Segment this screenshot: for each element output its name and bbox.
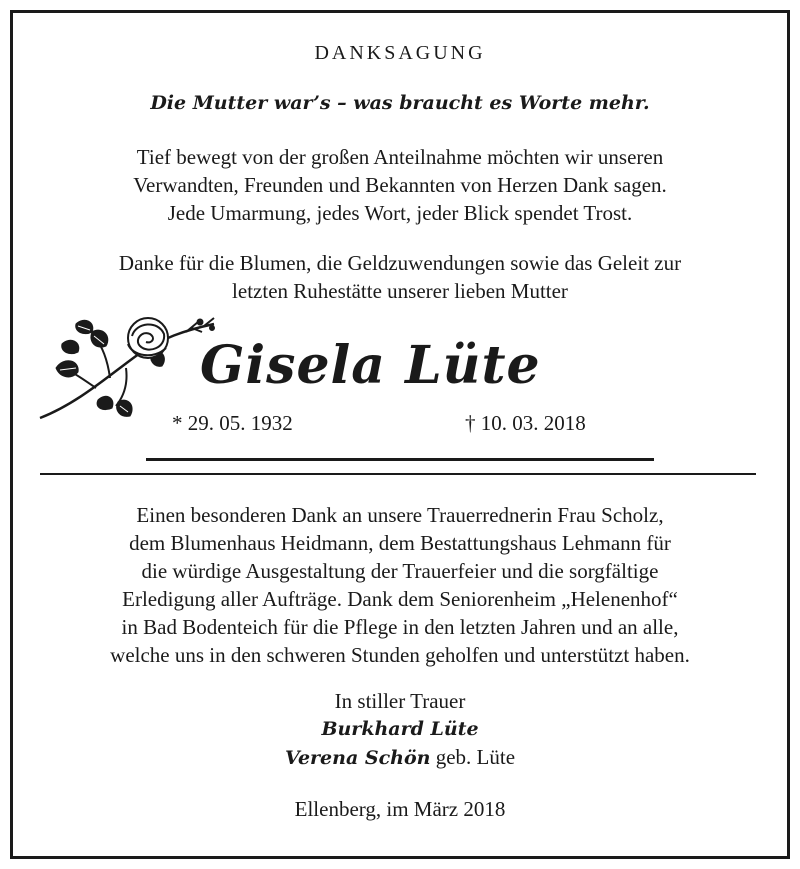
intro-line: Tief bewegt von der großen Anteilnahme möchten wir unseren <box>136 145 664 169</box>
special-thanks-line: Einen besonderen Dank an unsere Trauerrednerin Frau Scholz, <box>136 503 664 527</box>
intro-line: Jede Umarmung, jedes Wort, jeder Blick spendet Trost. <box>167 201 633 225</box>
special-thanks-line: in Bad Bodenteich für die Pflege in den letzten Jahren und an alle, <box>121 615 679 639</box>
mourner-suffix: geb. Lüte <box>435 745 516 769</box>
special-thanks-line: Erledigung aller Aufträge. Dank dem Seniorenheim „Helenenhof“ <box>122 587 678 611</box>
mourner-name: Verena Schön <box>284 747 431 769</box>
mourning-intro: In stiller Trauer <box>334 689 466 713</box>
divider-long <box>40 473 756 475</box>
motto: Die Mutter war’s – was braucht es Worte mehr. <box>150 92 650 114</box>
notice-title: DANKSAGUNG <box>314 42 486 64</box>
special-thanks-line: dem Blumenhaus Heidmann, dem Bestattungshaus Lehmann für <box>129 531 671 555</box>
thanks-line: letzten Ruhestätte unserer lieben Mutter <box>232 279 568 303</box>
special-thanks-line: welche uns in den schweren Stunden geholfen und unterstützt haben. <box>110 643 690 667</box>
thanks-line: Danke für die Blumen, die Geldzuwendungen sowie das Geleit zur <box>118 251 682 275</box>
intro-line: Verwandten, Freunden und Bekannten von Herzen Dank sagen. <box>133 173 667 197</box>
rose-branch-icon <box>36 308 220 424</box>
death-date: † 10. 03. 2018 <box>465 411 586 435</box>
deceased-name: Gisela Lüte <box>200 335 541 396</box>
mourner-line <box>0 744 800 771</box>
place-date: Ellenberg, im März 2018 <box>294 797 506 821</box>
birth-date: * 29. 05. 1932 <box>172 411 293 435</box>
mourner-name: Burkhard Lüte <box>321 718 479 740</box>
special-thanks-line: die würdige Ausgestaltung der Trauerfeier und die sorgfältige <box>141 559 659 583</box>
divider-short <box>146 458 654 461</box>
